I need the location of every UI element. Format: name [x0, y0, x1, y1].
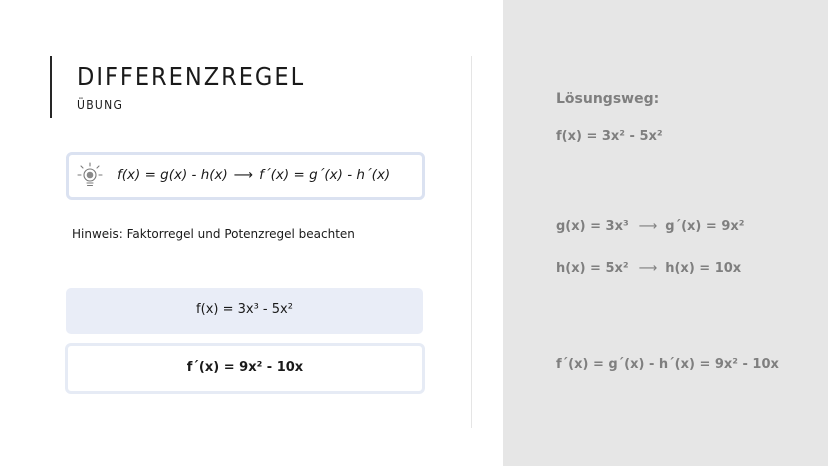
task-formula: f(x) = 3x³ - 5x²	[196, 302, 293, 317]
answer-box	[65, 343, 425, 394]
solution-g-arrow: ⟶	[638, 219, 658, 234]
solution-h-left: h(x) = 5x²	[556, 261, 629, 276]
solution-f: f(x) = 3x² - 5x²	[556, 129, 663, 144]
slide-title: DIFFERENZREGEL	[77, 62, 306, 91]
solution-title: Lösungsweg:	[556, 91, 660, 107]
rule-left: f(x) = g(x) - h(x)	[117, 167, 228, 183]
solution-h-row	[556, 261, 741, 276]
solution-h-right: h(x) = 10x	[665, 261, 742, 276]
rule-formula	[117, 167, 390, 183]
solution-g-right: g´(x) = 9x²	[665, 219, 745, 234]
solution-g-row	[556, 219, 744, 234]
rule-box	[66, 152, 425, 200]
task-box	[66, 288, 423, 334]
title-accent-bar	[50, 56, 52, 118]
rule-arrow: ⟶	[233, 167, 254, 183]
vertical-divider	[471, 56, 472, 428]
lightbulb-icon	[77, 162, 103, 190]
solution-h-arrow: ⟶	[638, 261, 658, 276]
solution-g-left: g(x) = 3x³	[556, 219, 629, 234]
answer-formula: f´(x) = 9x² - 10x	[186, 360, 304, 375]
rule-right: f´(x) = g´(x) - h´(x)	[259, 167, 391, 183]
slide-subtitle: ÜBUNG	[77, 98, 124, 112]
solution-final: f´(x) = g´(x) - h´(x) = 9x² - 10x	[556, 357, 779, 372]
hint-text: Hinweis: Faktorregel und Potenzregel beachten	[72, 227, 355, 241]
